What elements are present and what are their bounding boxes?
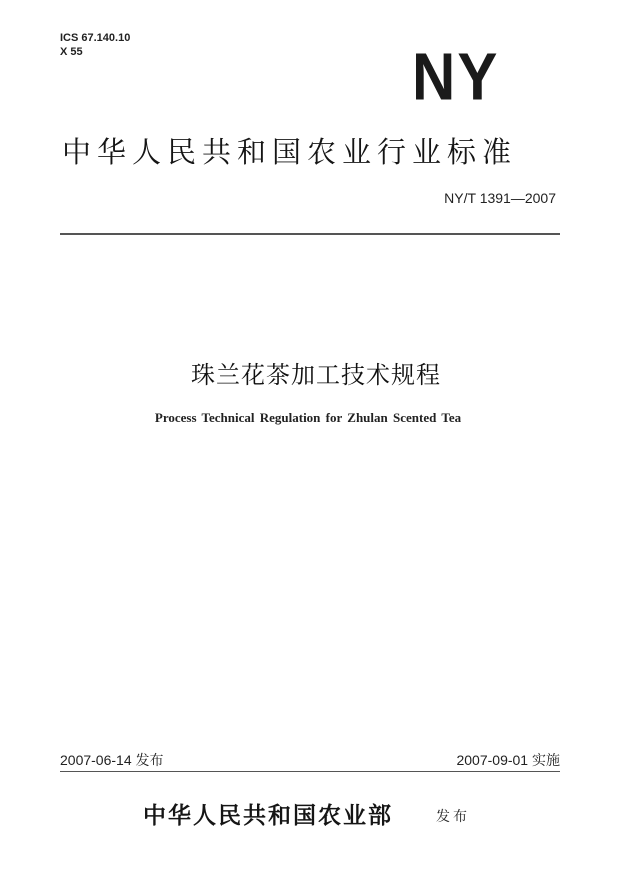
issue-date: 2007-06-14 发布	[60, 752, 164, 768]
standard-category-title: 中华人民共和国农业行业标准	[62, 135, 518, 169]
ics-code: ICS 67.140.10	[60, 32, 131, 44]
top-divider	[60, 233, 560, 235]
ny-logo: NY	[412, 39, 500, 115]
document-title-english: Process Technical Regulation for Zhulan Scented Tea	[154, 410, 462, 425]
document-title-chinese: 珠兰花茶加工技术规程	[191, 361, 441, 389]
implementation-date: 2007-09-01 实施	[456, 752, 560, 768]
bottom-divider	[60, 771, 560, 772]
classification-code: X 55	[60, 46, 83, 58]
issuing-suffix: 发布	[436, 809, 470, 825]
standard-number: NY/T 1391—2007	[444, 190, 556, 206]
issuing-authority: 中华人民共和国农业部	[143, 803, 393, 829]
